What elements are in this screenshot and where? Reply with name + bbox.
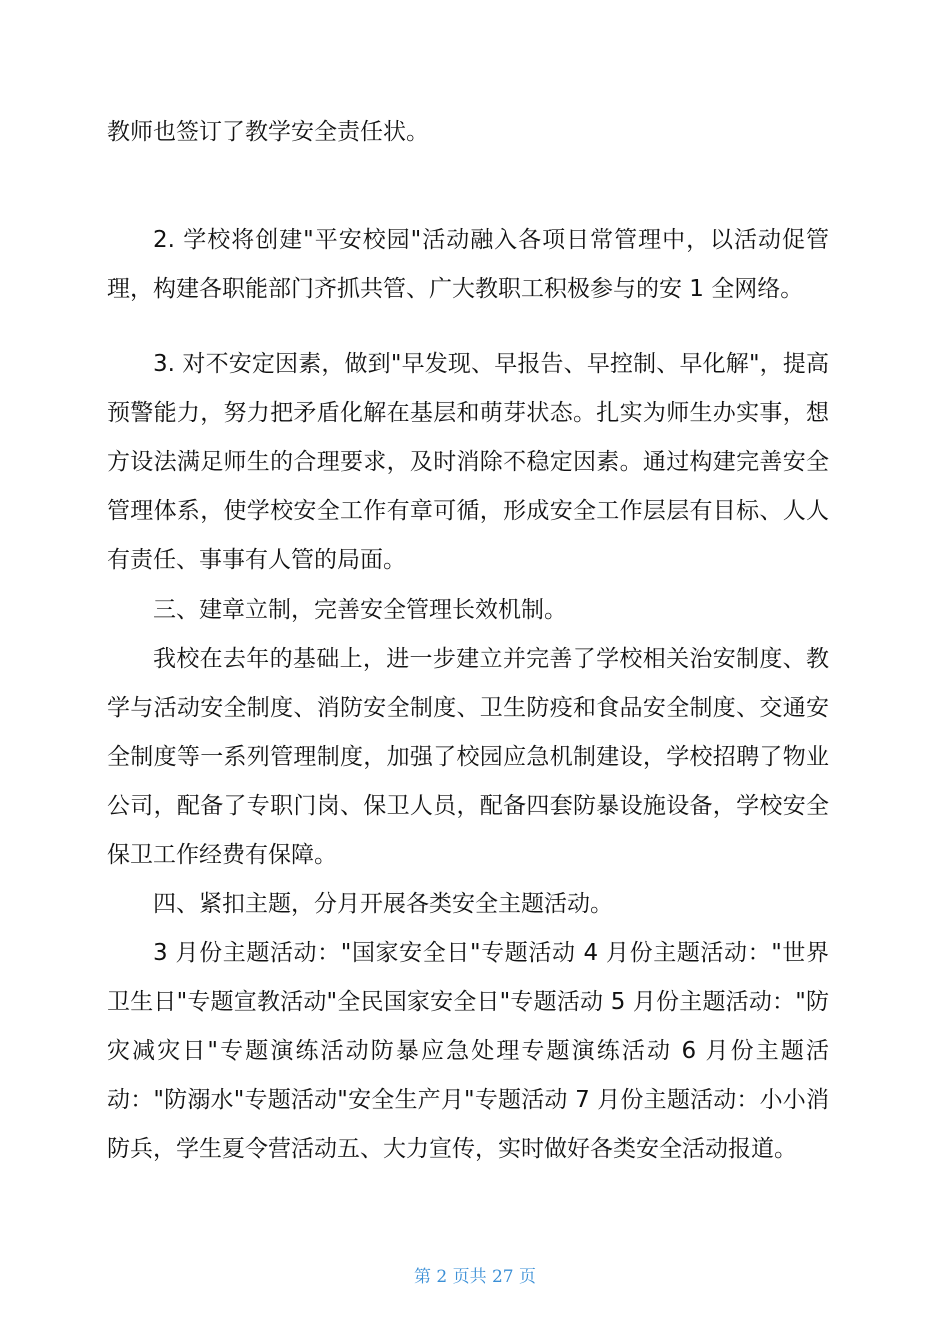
paragraph-item-3: 3. 对不安定因素，做到"早发现、早报告、早控制、早化解"，提高预警能力，努力把矛盾化解在基层和萌芽状态。扎实为师生办实事，想方设法满足师生的合理要求，及时消除不稳定因素。通过构建完善安全管理体系，使学校安全工作有章可循，形成安全工作层层有目标、人人有责任、事事有人管的局面。 [107, 351, 829, 573]
section-heading-4: 四、紧扣主题，分月开展各类安全主题活动。 [153, 891, 613, 917]
paragraph-monthly-activities: 3 月份主题活动："国家安全日"专题活动 4 月份主题活动："世界卫生日"专题宣教活动"全民国家安全日"专题活动 5 月份主题活动："防灾减灾日"专题演练活动防暴应急处理专题演练活动 6 月份主题活动："防溺水"专题活动"安全生产月"专题活动 7 月份主题活动：小小消防兵，学生夏令营活动五、大力宣传，实时做好各类安全活动报道。 [107, 940, 829, 1162]
paragraph-continuation: 教师也签订了教学安全责任状。 [107, 119, 429, 145]
paragraph-regulations: 我校在去年的基础上，进一步建立并完善了学校相关治安制度、教学与活动安全制度、消防安全制度、卫生防疫和食品安全制度、交通安全制度等一系列管理制度，加强了校园应急机制建设，学校招聘了物业公司，配备了专职门岗、保卫人员，配备四套防暴设施设备，学校安全保卫工作经费有保障。 [107, 646, 829, 868]
page-number-footer: 第 2 页共 27 页 [413, 1267, 537, 1287]
paragraph-item-2: 2. 学校将创建"平安校园"活动融入各项日常管理中，以活动促管理，构建各职能部门齐抓共管、广大教职工积极参与的安 1 全网络。 [107, 227, 829, 302]
section-heading-3: 三、建章立制，完善安全管理长效机制。 [153, 597, 567, 623]
